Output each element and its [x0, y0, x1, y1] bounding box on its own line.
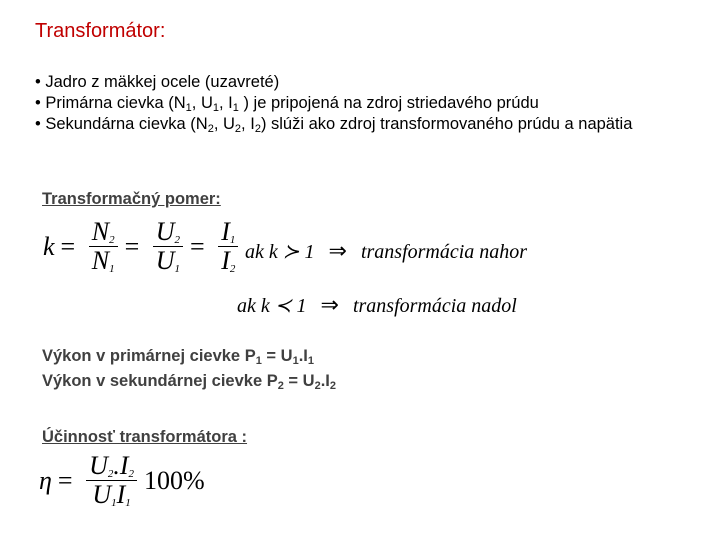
- bullet-secondary-coil: • Sekundárna cievka ($N_2$, $U_2$, $I_2$) slúži ako zdroj transformovaného prúdu a napätia: [35, 115, 633, 135]
- ratio-formula: k = $\frac{N_2}{N_1}$ = $\frac{U_2}{U_1}$ = $\frac{I_1}{I_2}$: [40, 218, 242, 275]
- power-primary: Výkon v primárnej cievke $P_1 = U_1.I_1$: [42, 347, 314, 367]
- bullet-core: • Jadro z mäkkej ocele (uzavreté): [35, 73, 280, 91]
- fraction-n2-n1: $\frac{N_2}{N_1}$: [89, 218, 118, 275]
- condition-step-up: ak k ≻ 1 ⇒ transformácia nahor: [245, 238, 528, 263]
- fraction-u2-u1: $\frac{U_2}{U_1}$: [153, 218, 183, 275]
- efficiency-formula: η = $\frac{U_2.I_2}{U_1I_1}$ 100%: [39, 451, 205, 509]
- condition-step-down: ak k ≺ 1 ⇒ transformácia nadol: [237, 292, 517, 317]
- bullet-primary-coil: • Primárna cievka ($N_1$, $U_1$, $I_1$ ) je pripojená na zdroj striedavého prúdu: [35, 94, 539, 114]
- efficiency-heading: Účinnosť transformátora :: [42, 428, 248, 446]
- ratio-heading: Transformačný pomer:: [42, 190, 221, 208]
- power-secondary: Výkon v sekundárnej cievke $P_2 = U_2.I_2$: [42, 372, 336, 392]
- implies-arrow-icon: ⇒: [328, 238, 347, 263]
- bullet-list: [35, 72, 675, 135]
- fraction-i1-i2: $\frac{I_1}{I_2}$: [218, 218, 238, 275]
- page-title: Transformátor:: [35, 20, 166, 42]
- implies-arrow-icon: ⇒: [320, 292, 339, 317]
- fraction-efficiency: $\frac{U_2.I_2}{U_1I_1}$: [86, 452, 137, 509]
